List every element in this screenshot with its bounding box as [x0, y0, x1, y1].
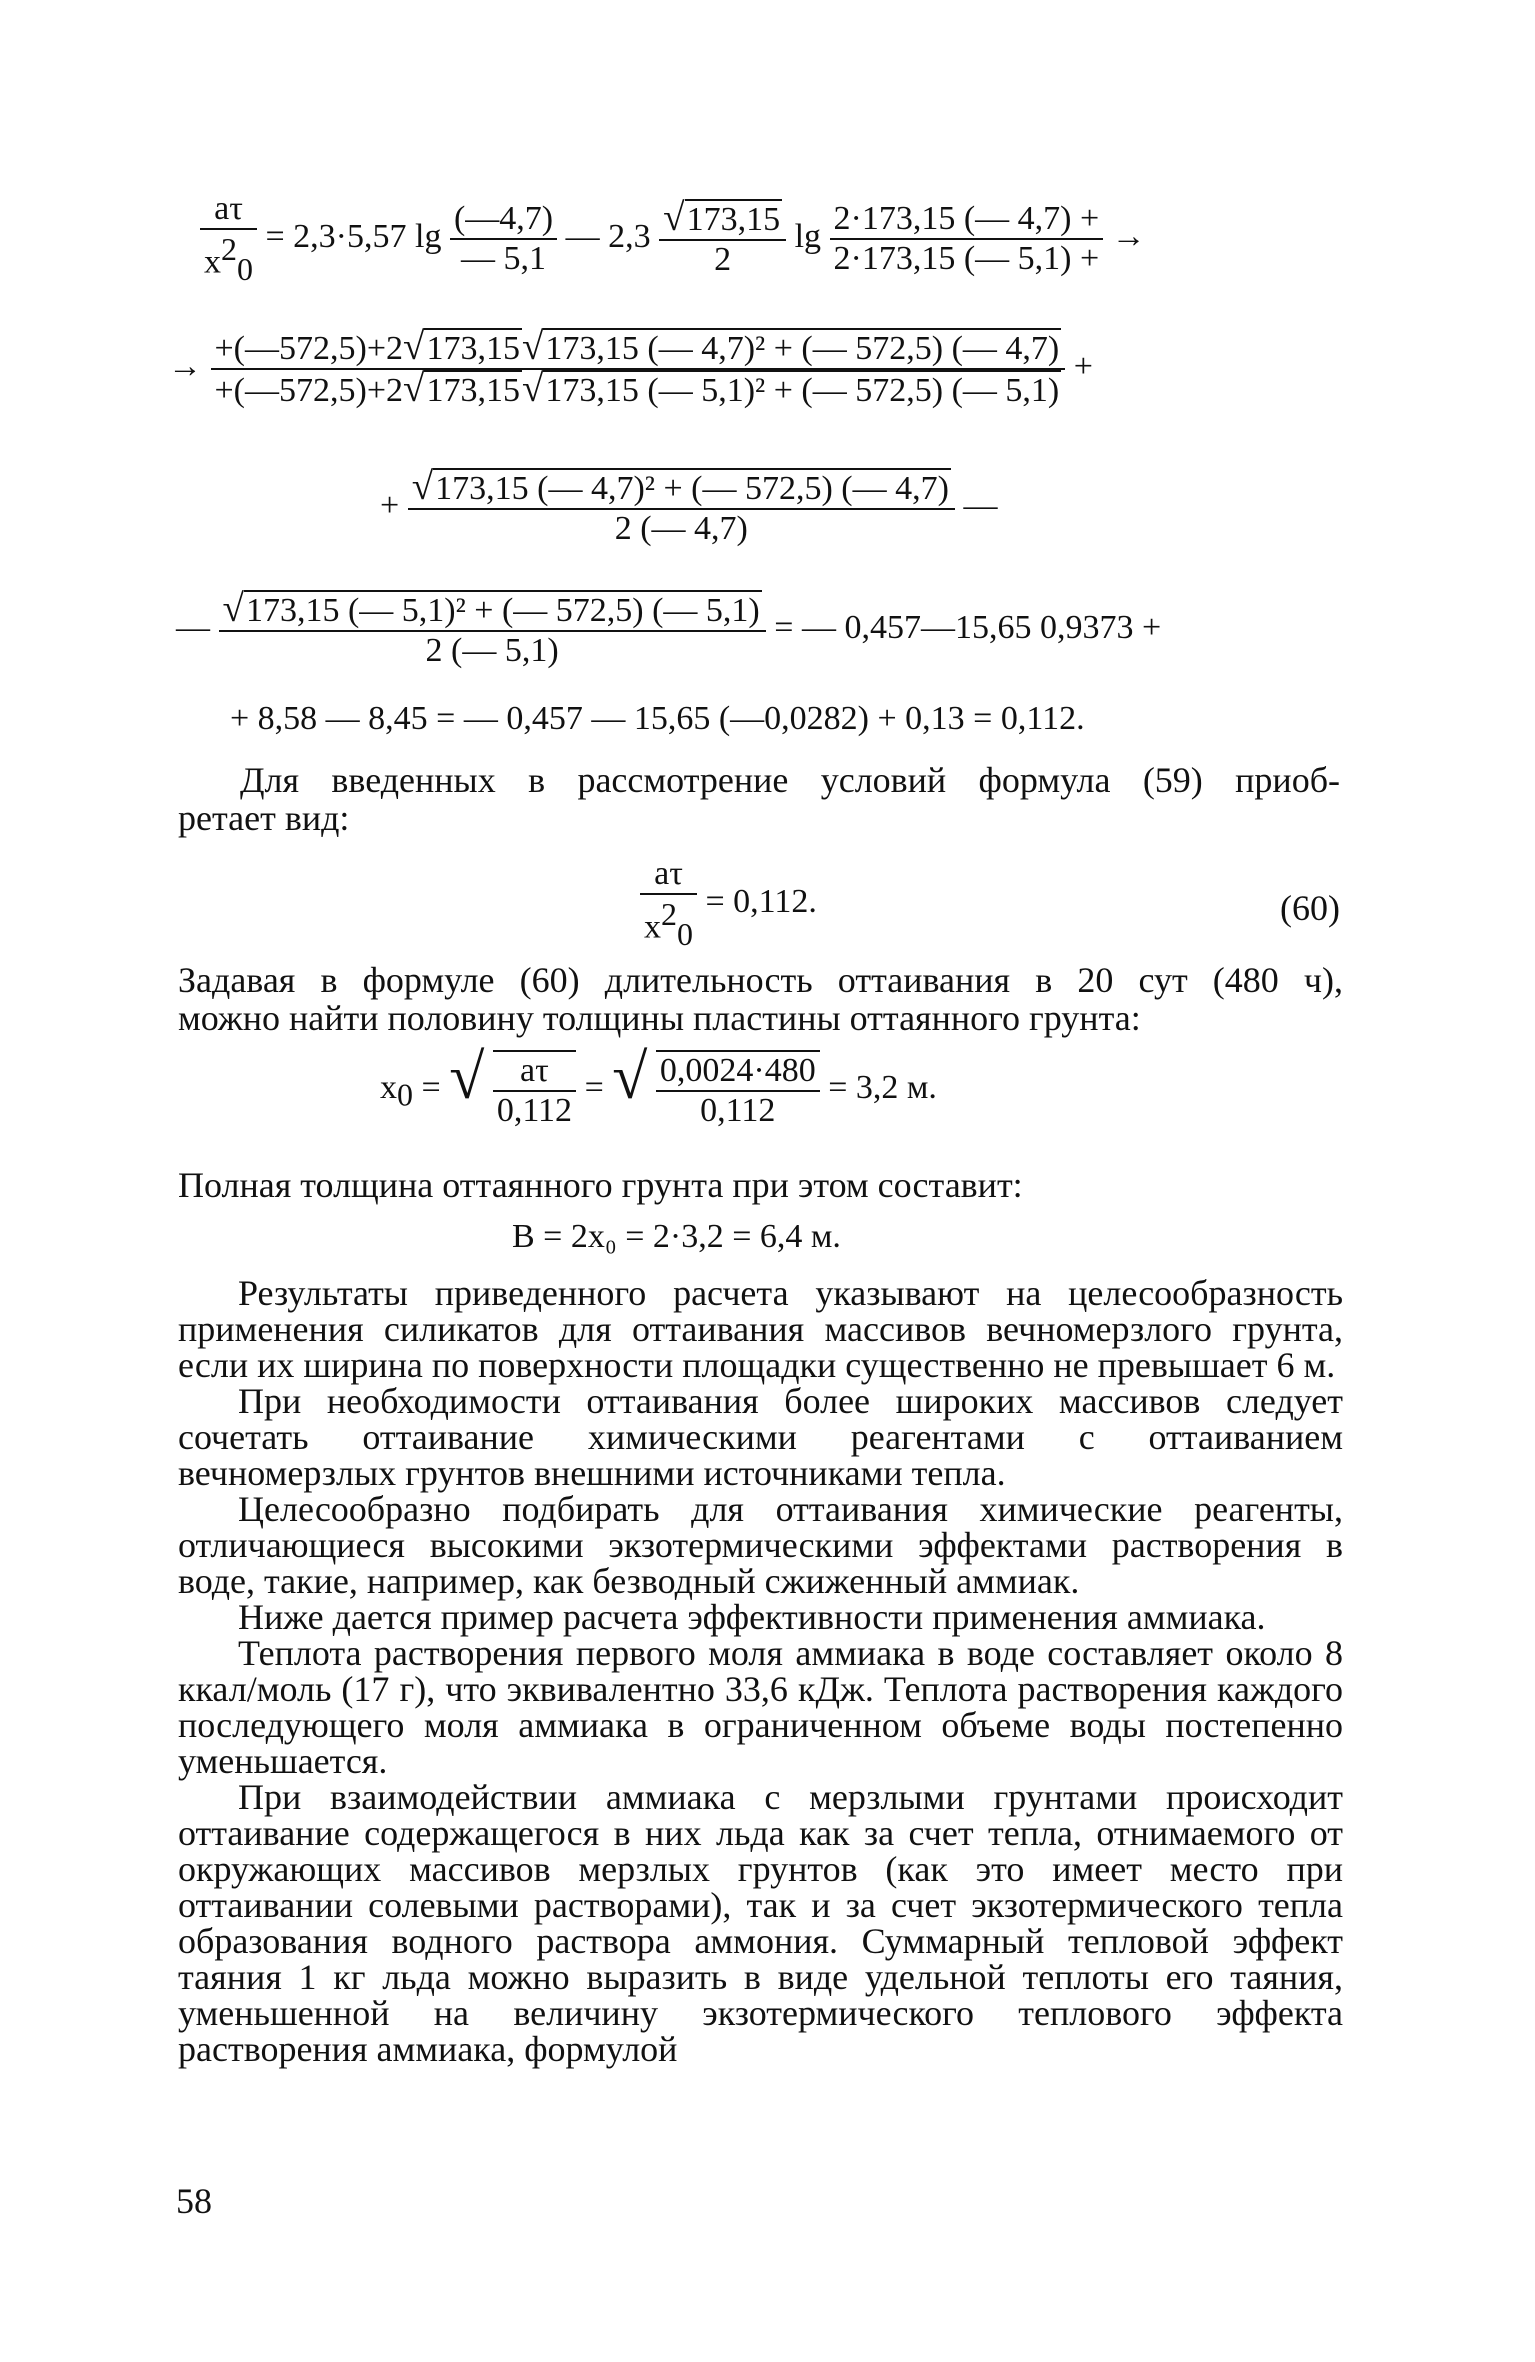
equation-line-4: — $\frac{\text{√173,15 (— 5,1)² + (— 572,5) (— 5,1)}}{2 (— 5,1)}$ = — 0,457—15,65 0,9373 + [176, 587, 1162, 669]
page-number: 58 [176, 2181, 212, 2221]
paragraph: Результаты приведенного расчета указывают на целесообразность применения силикатов для оттаивания массивов вечномерзлого грунта, если их ширина по поверхности площадки существенно не превышает 6 м. [178, 1273, 1343, 1385]
paragraph: При взаимодействии аммиака с мерзлыми грунтами происходит оттаивание содержащегося в них льда как за счет тепла, отнимаемого от окружающих массивов мерзлых грунтов (как это имеет место при оттаивании солевыми растворами), так и за счет экзотермического тепла образования водного раствора аммония. Суммарный тепловой эффект таяния 1 кг льда можно выразить в виде удельной теплоты его таяния, уменьшенной на величину экзотермического теплового эффекта растворения аммиака, формулой [178, 1777, 1343, 2069]
para-2-line-2: можно найти половину толщины пластины оттаянного грунта: [178, 998, 1141, 1038]
equation-B: B = 2x₀ = 2·3,2 = 6,4 м. [512, 1218, 841, 1255]
para-3: Полная толщина оттаянного грунта при этом составит: [178, 1165, 1023, 1205]
equation-60: $\frac{a\tau}{x^2_0}$ = 0,112. [640, 855, 817, 953]
sqrt-fraction-4-7: $\frac{\text{√173,15 (— 4,7)² + (— 572,5) (— 4,7)}}{2 (— 4,7)}$ [408, 468, 955, 548]
body-text [178, 1275, 1343, 2067]
equation-line-5: + 8,58 — 8,45 = — 0,457 — 15,65 (—0,0282) + 0,13 = 0,112. [230, 700, 1085, 737]
term3-fraction: $\frac{2\cdot 173,15 (— 4,7) +}{2\cdot 173,15 (— 5,1) +}$ [830, 200, 1104, 278]
equation-line-2: → $\frac{\text{+(—572,5)+2√173,15√173,15 (— 4,7)² + (— 572,5) (— 4,7)}}{\text{+(—572,5)+2√173,15√173,15 (— 5,1)² + (— 572,5) (— 5,1)}}$ + [168, 325, 1093, 410]
continuation-arrow: → [1111, 217, 1146, 255]
paragraph: При необходимости оттаивания более широких массивов следует сочетать оттаивание химическими реагентами с оттаиванием вечномерзлых грунтов внешними источниками тепла. [178, 1381, 1343, 1493]
paragraph: Ниже дается пример расчета эффективности применения аммиака. [238, 1597, 1266, 1637]
equation-line-3: + $\frac{\text{√173,15 (— 4,7)² + (— 572,5) (— 4,7)}}{2 (— 4,7)}$ — [380, 465, 998, 547]
big-fraction: $\frac{\text{+(—572,5)+2√173,15√173,15 (— 4,7)² + (— 572,5) (— 4,7)}}{\text{+(—572,5)+2√173,15√173,15 (— 5,1)² + (— 572,5) (— 5,1)}}$ [211, 328, 1066, 410]
paragraph: Целесообразно подбирать для оттаивания химические реагенты, отличающиеся высокими экзотермическими эффектами растворения в воде, такие, например, как безводный сжиженный аммиак. [178, 1489, 1343, 1601]
equation-label-60: (60) [1280, 888, 1340, 928]
lhs-fraction: $\frac{a\tau}{x^2_0}$ [200, 190, 257, 288]
radical-sign: √ [663, 196, 685, 240]
radical-sign: √ [612, 1040, 648, 1112]
continuation-arrow: → [168, 347, 202, 385]
term2-fraction: $\frac{√173,15}{2}$ [659, 199, 786, 279]
para-1-line-2: ретает вид: [178, 798, 350, 838]
paragraph: Теплота растворения первого моля аммиака в воде составляет около 8 ккал/моль (17 г), что эквивалентно 33,6 кДж. Теплота растворения каждого последующего моля аммиака в ограниченном объеме воды постепенно уменьшается. [178, 1633, 1343, 1781]
term1-fraction: $\frac{(—4,7)}{— 5,1}$ [450, 200, 557, 278]
para-2-line-1: Задавая в формуле (60) длительность оттаивания в 20 сут (480 ч), [178, 960, 1343, 1000]
radical-sign: √ [449, 1040, 485, 1112]
para-1-line-1: Для введенных в рассмотрение условий формула (59) приоб- [240, 760, 1340, 800]
equation-line-1: $\frac{a\tau}{x^2_0}$ = 2,3·5,57 lg $\frac{(—4,7)}{— 5,1}$ — 2,3 $\frac{√173,15}{2}$ lg $\frac{2\cdot 173,15 (— 4,7) +}{2\cdot 173,15 (— 5,1) +}$ → [200, 190, 1146, 288]
equation-x0: $x_0$ = √ $\frac{a\tau}{0,112}$ = √ $\frac{0,0024\cdot 480}{0,112}$ = 3,2 м. [380, 1040, 937, 1129]
sqrt-fraction-5-1: $\frac{\text{√173,15 (— 5,1)² + (— 572,5) (— 5,1)}}{2 (— 5,1)}$ [219, 590, 766, 670]
